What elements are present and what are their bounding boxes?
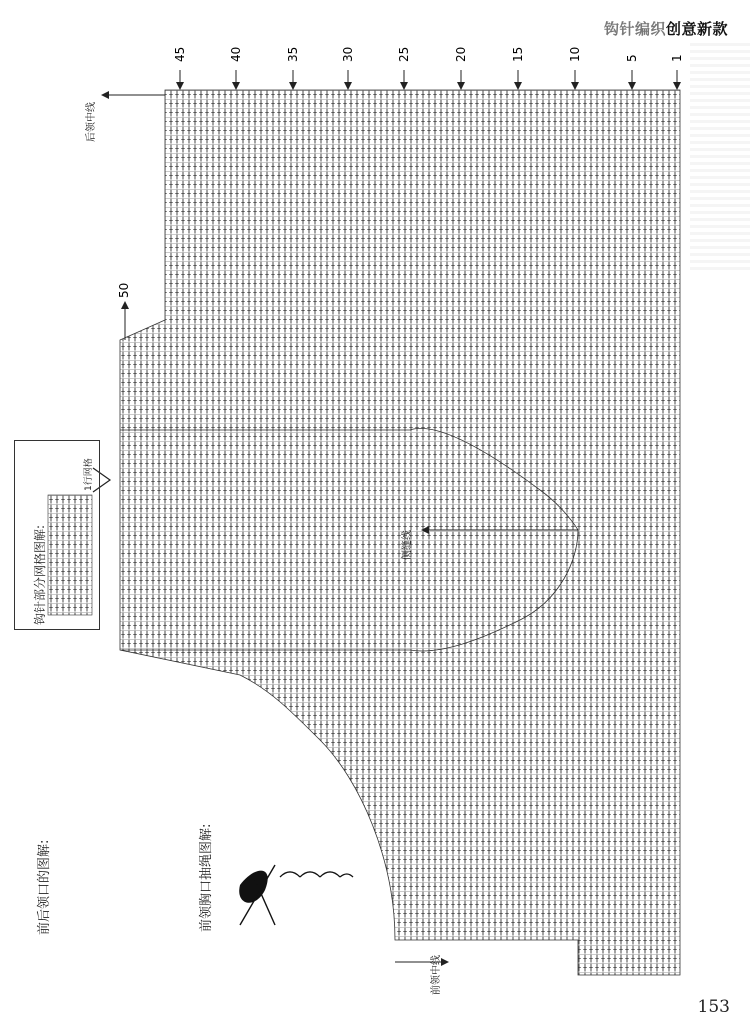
chain-stitch-icon xyxy=(280,872,353,877)
row-marker-label: 40 xyxy=(229,46,243,62)
row-marker-label: 30 xyxy=(341,46,355,62)
row-marker-label: 25 xyxy=(397,46,411,62)
series-prefix: 钩针编织 xyxy=(603,20,666,38)
row-marker-label: 45 xyxy=(173,46,187,62)
row-marker-label: 20 xyxy=(454,46,468,62)
drawstring-caption: 前领胸口抽绳图解: xyxy=(199,823,214,932)
row-marker-label: 5 xyxy=(625,54,639,62)
drawstring-diagram xyxy=(239,865,353,925)
row-marker-label: 15 xyxy=(511,46,525,62)
row-marker-label: 10 xyxy=(568,46,582,62)
side-seam-label: 侧缝线 xyxy=(402,530,413,560)
neckline-caption: 前后领口的图解: xyxy=(37,839,52,935)
legend-row-note: 1行网格 xyxy=(84,458,94,491)
row-marker-label: 50 xyxy=(117,282,131,298)
row-marker-label: 1 xyxy=(670,54,684,62)
front-neck-center-label: 前领中线 xyxy=(431,955,442,995)
series-suffix: 创意新款 xyxy=(665,20,728,38)
back-neck-center-label: 后领中线 xyxy=(86,102,97,142)
page-number: 153 xyxy=(697,997,730,1017)
legend-title: 钩针部分网格图解: xyxy=(33,524,47,625)
legend-box xyxy=(14,440,100,630)
row-marker-label: 35 xyxy=(286,46,300,62)
